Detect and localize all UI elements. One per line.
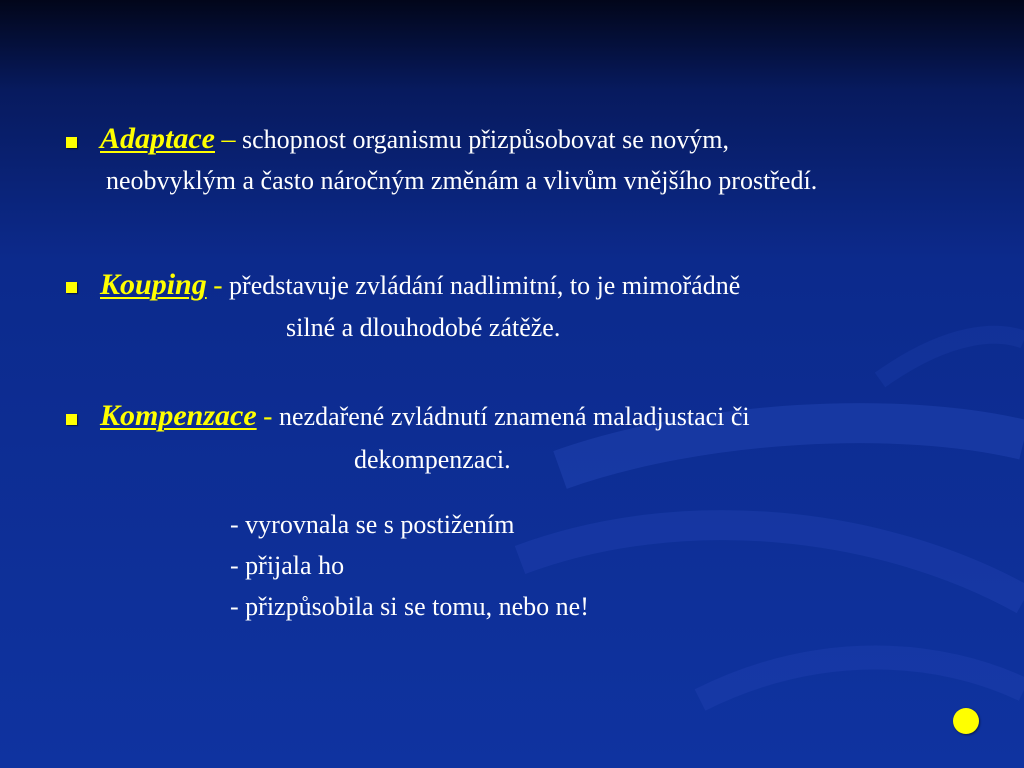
- separator: –: [221, 124, 236, 155]
- sublist-item: - přijala ho: [230, 551, 345, 580]
- sublist-item: - přizpůsobila si se tomu, nebo ne!: [230, 592, 589, 621]
- bullet-icon: [66, 137, 77, 148]
- item-kompenzace: [100, 395, 750, 438]
- item-adaptace: [100, 118, 729, 161]
- slide-nav-dot-icon[interactable]: [953, 708, 979, 734]
- item-text-line2: silné a dlouhodobé zátěže.: [286, 313, 561, 342]
- item-kouping: [100, 264, 740, 307]
- sublist-item: - vyrovnala se s postižením: [230, 510, 515, 539]
- term-kouping: Kouping: [100, 268, 207, 301]
- separator: -: [213, 270, 223, 301]
- bullet-icon: [66, 282, 77, 293]
- term-adaptace: Adaptace: [100, 122, 215, 155]
- item-text-line1: nezdařené zvládnutí znamená maladjustaci či: [278, 402, 750, 431]
- bullet-icon: [66, 414, 77, 425]
- item-text-line2: dekompenzaci.: [354, 445, 511, 474]
- term-kompenzace: Kompenzace: [100, 399, 257, 432]
- item-text-line1: schopnost organismu přizpůsobovat se novým,: [241, 125, 729, 154]
- item-text-line2: neobvyklým a často náročným změnám a vlivům vnějšího prostředí.: [106, 166, 818, 195]
- separator: -: [263, 401, 273, 432]
- item-text-line1: představuje zvládání nadlimitní, to je mimořádně: [229, 271, 741, 300]
